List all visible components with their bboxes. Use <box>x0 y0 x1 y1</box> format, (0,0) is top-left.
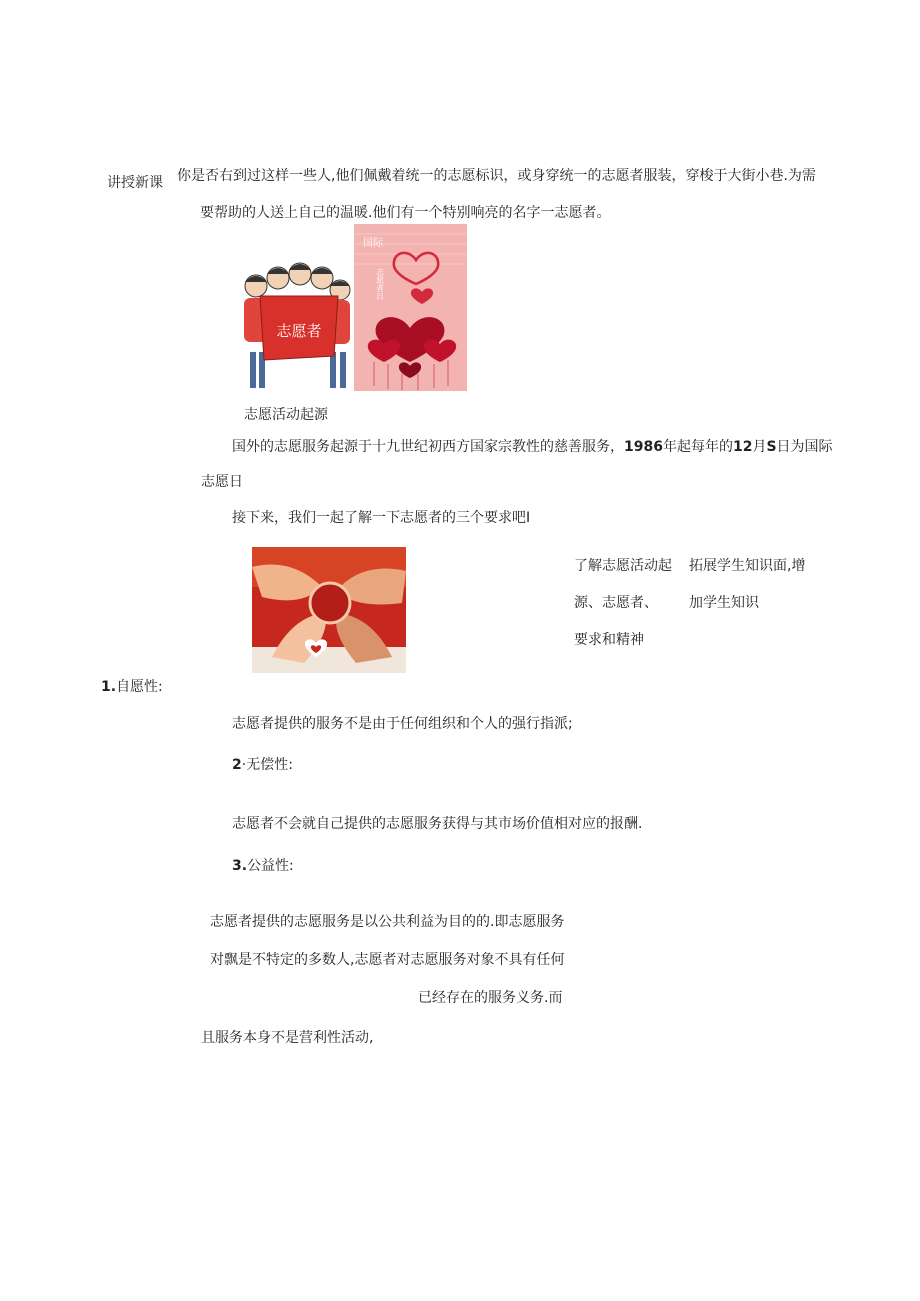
table-col2-line-1: 拓展学生知识面,增 <box>689 558 806 574</box>
origin-text-c: 月 <box>752 439 767 455</box>
table-col2-line-2: 加学生知识 <box>689 595 759 611</box>
requirement-3-heading <box>232 857 294 875</box>
table-col1-line-1: 了解志愿活动起 <box>574 558 672 574</box>
requirement-3-number: 3. <box>232 858 248 874</box>
requirement-3-line-1: 志愿者提供的志愿服务是以公共利益为目的的.即志愿服务 <box>210 914 565 930</box>
table-col1-line-3: 要求和精神 <box>574 632 644 648</box>
intro-line-1: 你是否右到过这样一些人,他们佩戴着统一的志愿标识，或身穿统一的志愿者服装，穿梭于大街小巷.为需 <box>177 168 816 184</box>
section-label: 讲授新课 <box>107 175 163 191</box>
requirement-1-title: 自愿性: <box>116 679 163 695</box>
volunteers-banner-image <box>234 256 354 392</box>
origin-heading: 志愿活动起源 <box>244 407 328 423</box>
origin-text-a: 国外的志愿服务起源于十九世纪初西方国家宗教性的慈善服务， <box>232 439 624 455</box>
requirement-1-heading <box>101 678 163 696</box>
origin-text-b: 年起每年的 <box>662 439 733 455</box>
poster-title-2: 志愿者日 <box>375 268 385 300</box>
next-sentence: 接下来，我们一起了解一下志愿者的三个要求吧I <box>232 510 531 526</box>
origin-year: 1986 <box>624 439 663 455</box>
requirement-2-text: 志愿者不会就自己提供的志愿服务获得与其市场价值相对应的报酬. <box>232 816 643 832</box>
intro-line-2: 要帮助的人送上自己的温暖.他们有一个特别响亮的名字一志愿者。 <box>200 205 611 221</box>
requirement-1-number: 1. <box>101 679 117 695</box>
requirement-2-heading <box>232 756 293 774</box>
banner-text: 志愿者 <box>276 322 322 340</box>
requirement-2-title: ·无偿性: <box>241 757 293 773</box>
requirement-1-text: 志愿者提供的服务不是由于任何组织和个人的强行指派; <box>232 716 573 732</box>
origin-paragraph-line-2: 志愿日 <box>201 474 243 490</box>
volunteer-day-poster-image <box>354 224 467 391</box>
origin-day: S <box>766 439 777 455</box>
origin-paragraph-line-1 <box>232 438 833 456</box>
origin-month: 12 <box>732 439 753 455</box>
requirement-2-number: 2 <box>232 757 242 773</box>
origin-text-d: 日为国际 <box>776 439 833 455</box>
requirement-3-title: 公益性: <box>247 858 294 874</box>
joined-hands-image <box>252 547 406 673</box>
requirement-3-line-3: 已经存在的服务义务.而 <box>418 990 563 1006</box>
table-col1-line-2: 源、志愿者、 <box>574 595 658 611</box>
requirement-3-line-2: 对飘是不特定的多数人,志愿者对志愿服务对象不具有任何 <box>210 952 565 968</box>
requirement-3-line-4: 且服务本身不是营利性活动, <box>201 1030 374 1046</box>
poster-title-1: 国际 <box>363 238 383 249</box>
